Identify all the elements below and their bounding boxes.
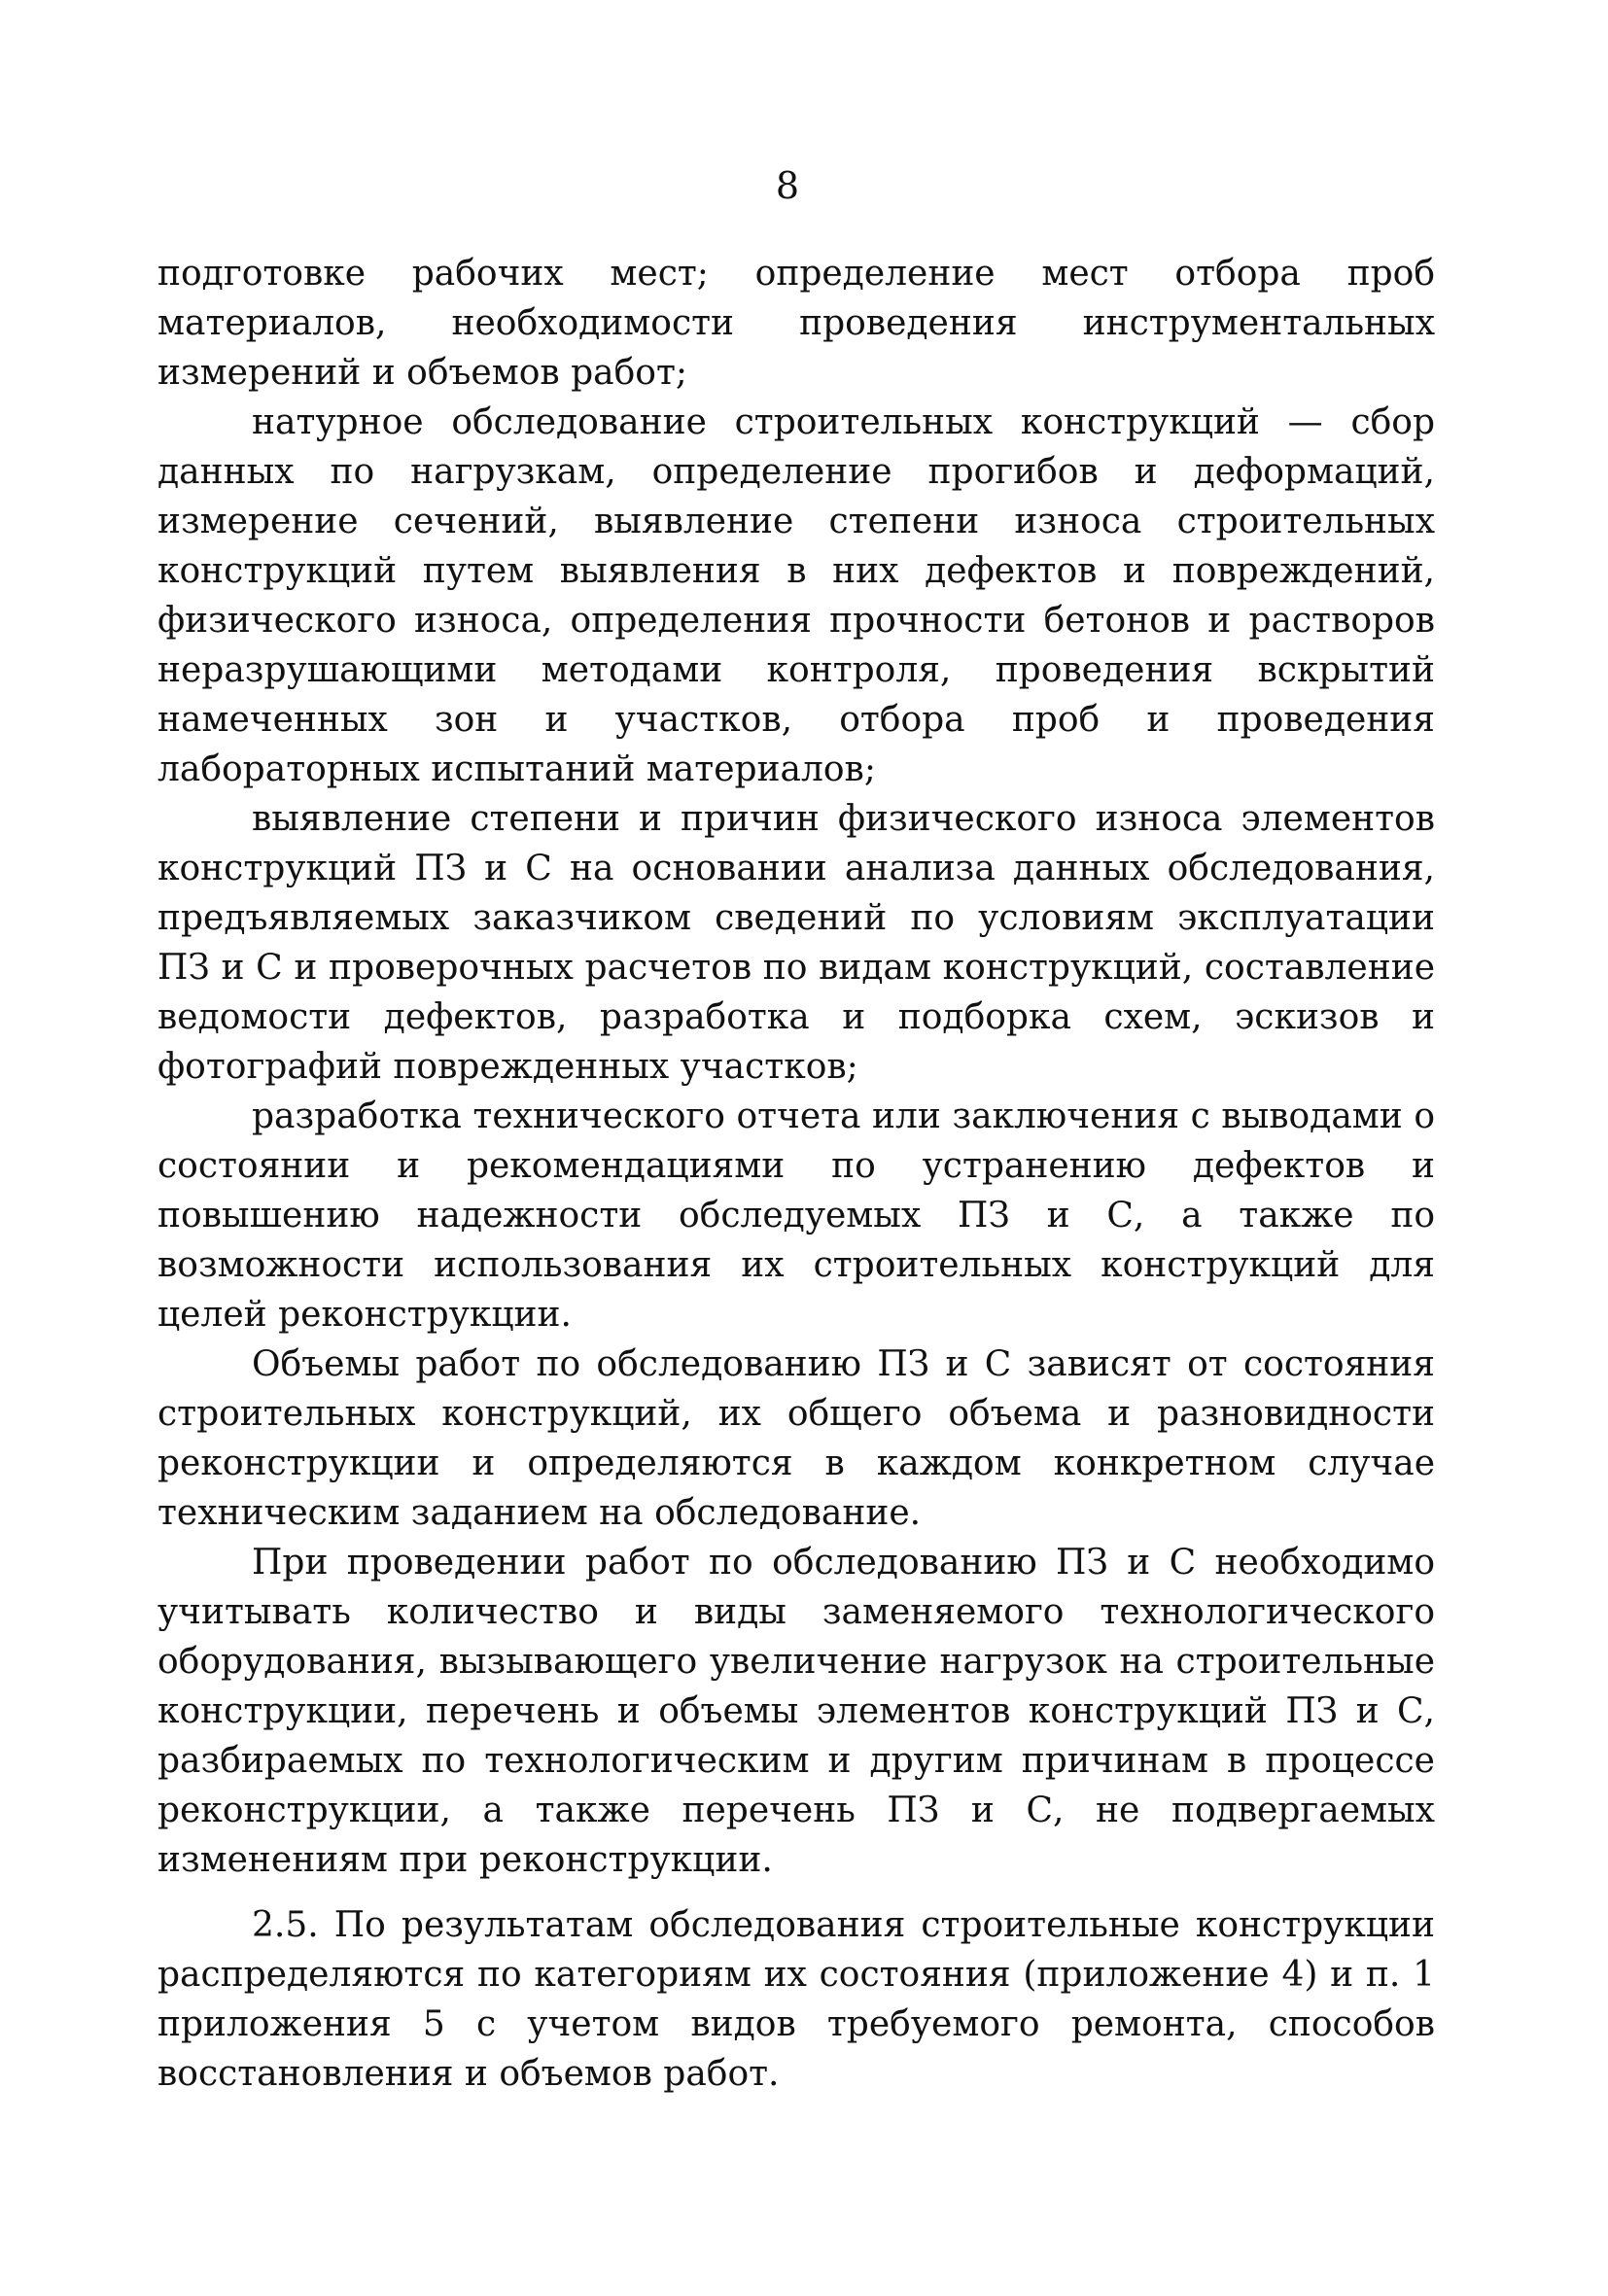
paragraph-equipment-considerations: При проведении работ по обследованию ПЗ и С необходимо учитывать количество и виды заменяемого технологического оборудования, вызывающего увеличение нагрузок на строительные конструкции, перечень и объемы элементов конструкций ПЗ и С, разбираемых по технологическим и другим причинам в процессе реконструкции, а также перечень ПЗ и С, не подвергаемых изменениям при реконструкции. [157,1543,1435,1880]
page-number: 8 [775,164,800,207]
paragraph-continuation: подготовке рабочих мест; определение мест отбора проб материалов, необходимости проведения инструментальных измерений и объемов работ; [157,254,1435,393]
paragraph-section-2-5: 2.5. По результатам обследования строительные конструкции распределяются по категориям их состояния (приложение 4) и п. 1 приложения 5 с учетом видов требуемого ремонта, способов восстановления и объемов работ. [157,1905,1435,2094]
paragraph-technical-report: разработка технического отчета или заключения с выводами о состоянии и рекомендациями по устранению дефектов и повышению надежности обследуемых ПЗ и С, а также по возможности использования их строительных конструкций для целей реконструкции. [157,1096,1435,1335]
paragraph-wear-analysis: выявление степени и причин физического износа элементов конструкций ПЗ и С на основании анализа данных обследования, предъявляемых заказчиком сведений по условиям эксплуатации ПЗ и С и проверочных расчетов по видам конструкций, составление ведомости дефектов, разработка и подборка схем, эскизов и фотографий поврежденных участков; [157,799,1435,1087]
body-text [157,249,1435,2099]
paragraph-field-survey: натурное обследование строительных конструкций — сбор данных по нагрузкам, определение прогибов и деформаций, измерение сечений, выявление степени износа строительных конструкций путем выявления в них дефектов и повреждений, физического износа, определения прочности бетонов и растворов неразрушающими методами контроля, проведения вскрытий намеченных зон и участков, отбора проб и проведения лабораторных испытаний материалов; [157,402,1435,789]
paragraph-survey-volume: Объемы работ по обследованию ПЗ и С зависят от состояния строительных конструкций, их общего объема и разновидности реконструкции и определяются в каждом конкретном случае техническим заданием на обследование. [157,1344,1435,1533]
